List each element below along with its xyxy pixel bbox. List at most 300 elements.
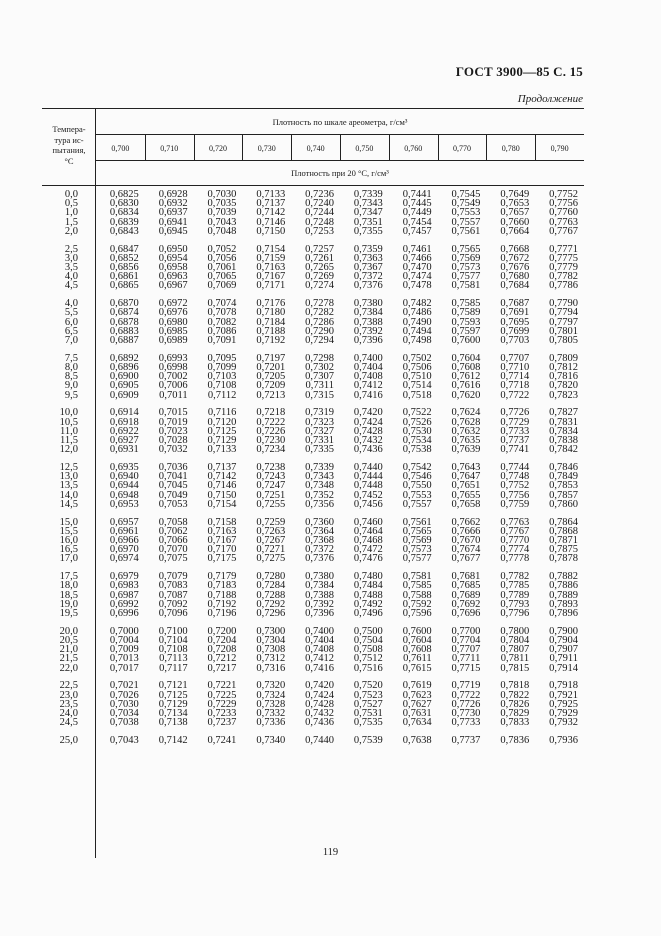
- density-value-cell: 0,7316: [256, 662, 286, 674]
- density-value-cell: 0,7785: [500, 580, 530, 592]
- density-value-cell: 0,7038: [109, 717, 139, 729]
- density-value-cell: 0,7436: [353, 444, 383, 456]
- density-value-cell: 0,7561: [402, 516, 432, 528]
- density-value-cell: 0,7565: [451, 243, 481, 255]
- density-value-cell: 0,7221: [207, 680, 237, 692]
- density-value-cell: 0,7448: [353, 480, 383, 492]
- density-value-cell: 0,7627: [402, 698, 432, 710]
- temperature-cell: 19,0: [59, 598, 78, 610]
- density-value-cell: 0,7516: [353, 662, 383, 674]
- density-value-cell: 0,7163: [207, 525, 237, 537]
- density-value-cell: 0,7786: [549, 280, 578, 292]
- density-value-cell: 0,7871: [549, 535, 578, 546]
- density-value-cell: 0,7163: [256, 262, 286, 273]
- density-value-cell: 0,7175: [207, 553, 237, 565]
- density-value-cell: 0,7763: [500, 516, 530, 528]
- density-value-cell: 0,7045: [158, 480, 188, 492]
- density-value-cell: 0,7689: [451, 589, 481, 601]
- density-value-cell: 0,7907: [549, 644, 578, 656]
- density-value-cell: 0,6953: [109, 498, 139, 510]
- density-value-cell: 0,7113: [159, 653, 188, 665]
- density-value-cell: 0,6979: [109, 571, 139, 583]
- density-value-cell: 0,7704: [451, 635, 481, 646]
- density-value-cell: 0,7259: [256, 516, 286, 528]
- density-value-cell: 0,7108: [158, 644, 188, 656]
- temperature-cell: 7,5: [64, 352, 78, 364]
- density-value-cell: 0,7460: [353, 516, 383, 528]
- density-value-cell: 0,7857: [549, 489, 578, 501]
- density-value-cell: 0,7372: [305, 544, 334, 556]
- density-value-cell: 0,7589: [451, 307, 481, 319]
- temp-column-header: [44, 124, 94, 166]
- density-value-cell: 0,7138: [158, 717, 188, 729]
- density-value-cell: 0,7179: [207, 571, 237, 583]
- density-value-cell: 0,7343: [305, 471, 334, 483]
- density-value-cell: 0,7726: [500, 407, 530, 419]
- density-value-cell: 0,7811: [500, 653, 530, 665]
- density-value-cell: 0,6935: [109, 462, 139, 473]
- density-value-cell: 0,7553: [451, 207, 481, 219]
- density-value-cell: 0,7074: [207, 298, 237, 310]
- density-value-cell: 0,7288: [256, 589, 286, 601]
- density-value-cell: 0,7129: [158, 698, 188, 710]
- density-value-cell: 0,7159: [256, 252, 286, 264]
- density-value-cell: 0,7324: [256, 689, 286, 701]
- density-value-cell: 0,6856: [109, 262, 139, 273]
- density-value-cell: 0,7796: [500, 608, 530, 619]
- page-number: 119: [322, 847, 339, 858]
- density-value-cell: 0,7376: [353, 280, 383, 292]
- density-value-cell: 0,6843: [109, 225, 139, 237]
- density-value-cell: 0,6834: [109, 207, 139, 219]
- density-value-cell: 0,6948: [109, 489, 139, 501]
- density-value-cell: 0,7380: [353, 298, 383, 310]
- density-value-cell: 0,6998: [158, 362, 188, 373]
- density-value-cell: 0,7062: [158, 525, 188, 537]
- density-value-cell: 0,7343: [353, 198, 383, 210]
- density-value-cell: 0,7243: [256, 471, 286, 483]
- density-value-cell: 0,7490: [402, 316, 432, 328]
- density-value-cell: 0,7053: [158, 498, 188, 510]
- density-value-cell: 0,7355: [353, 225, 383, 237]
- density-value-cell: 0,7019: [158, 416, 188, 428]
- density-value-cell: 0,7820: [549, 380, 578, 392]
- temperature-cell: 1,0: [64, 207, 78, 219]
- density-value-cell: 0,7585: [451, 298, 481, 310]
- density-value-cell: 0,7339: [305, 462, 334, 473]
- density-column-header: 0,700: [111, 144, 130, 153]
- density-value-cell: 0,7000: [109, 625, 139, 637]
- density-value-cell: 0,7049: [158, 489, 188, 501]
- density-value-cell: 0,7649: [500, 189, 530, 200]
- density-value-cell: 0,7009: [109, 644, 139, 656]
- density-value-cell: 0,7384: [305, 580, 334, 592]
- density-value-cell: 0,7534: [402, 435, 432, 446]
- density-value-cell: 0,7428: [305, 698, 334, 710]
- density-value-cell: 0,7719: [451, 680, 481, 692]
- density-value-cell: 0,7816: [549, 371, 578, 383]
- density-value-cell: 0,7619: [402, 680, 432, 692]
- temperature-cell: 12,0: [59, 444, 78, 456]
- density-value-cell: 0,7655: [451, 489, 481, 501]
- temperature-cell: 17,0: [59, 553, 78, 565]
- density-value-cell: 0,7868: [549, 525, 578, 537]
- density-value-cell: 0,6941: [158, 216, 188, 228]
- density-value-cell: 0,7171: [256, 280, 286, 292]
- density-value-cell: 0,7468: [353, 535, 383, 546]
- density-value-cell: 0,6967: [158, 280, 188, 292]
- density-value-cell: 0,7539: [353, 735, 383, 746]
- density-value-cell: 0,7104: [158, 635, 188, 646]
- density-value-cell: 0,7304: [256, 635, 286, 646]
- temperature-cell: 9,0: [64, 380, 78, 392]
- density-value-cell: 0,7129: [207, 435, 237, 446]
- temperature-cell: 23,5: [59, 698, 78, 710]
- table-header-bottom-rule: [42, 185, 584, 186]
- density-value-cell: 0,6839: [109, 216, 139, 228]
- temperature-cell: 20,5: [59, 635, 78, 646]
- density-value-cell: 0,7737: [500, 435, 530, 446]
- density-value-cell: 0,7557: [451, 216, 481, 228]
- density-value-cell: 0,6980: [158, 316, 188, 328]
- density-value-cell: 0,7280: [256, 571, 286, 583]
- density-value-cell: 0,7504: [353, 635, 383, 646]
- density-value-cell: 0,7359: [353, 243, 383, 255]
- density-value-cell: 0,7577: [402, 553, 432, 565]
- table-top-rule: [42, 108, 584, 109]
- density-value-cell: 0,6992: [109, 598, 139, 610]
- density-value-cell: 0,7597: [451, 325, 481, 337]
- density-value-cell: 0,7611: [403, 653, 432, 665]
- density-value-cell: 0,6865: [109, 280, 139, 292]
- density-value-cell: 0,7600: [402, 625, 432, 637]
- density-value-cell: 0,7117: [159, 662, 188, 674]
- density-value-cell: 0,7158: [207, 516, 237, 528]
- temperature-cell: 19,5: [59, 608, 78, 619]
- density-value-cell: 0,7502: [402, 352, 432, 364]
- density-value-cell: 0,7226: [256, 425, 286, 437]
- density-value-cell: 0,6974: [109, 553, 139, 565]
- density-value-cell: 0,6987: [109, 589, 139, 601]
- density-value-cell: 0,6914: [109, 407, 139, 419]
- density-value-cell: 0,7707: [451, 644, 481, 656]
- density-value-cell: 0,7557: [402, 498, 432, 510]
- density-value-cell: 0,7886: [549, 580, 578, 592]
- temp-header-line-3: пытания,: [52, 145, 86, 155]
- density-value-cell: 0,7315: [305, 389, 334, 401]
- temperature-cell: 5,5: [64, 307, 78, 319]
- temperature-cell: 11,0: [60, 425, 78, 437]
- density-value-cell: 0,7527: [353, 698, 383, 710]
- density-value-cell: 0,7700: [451, 625, 481, 637]
- density-value-cell: 0,7634: [402, 717, 432, 729]
- density-value-cell: 0,7236: [305, 189, 334, 200]
- density-value-cell: 0,7125: [207, 425, 237, 437]
- density-value-cell: 0,7674: [451, 544, 481, 556]
- density-value-cell: 0,7508: [353, 644, 383, 656]
- density-value-cell: 0,7275: [256, 553, 286, 565]
- density-value-cell: 0,7065: [207, 271, 237, 283]
- density-value-cell: 0,7827: [549, 407, 578, 419]
- density-value-cell: 0,6927: [109, 435, 139, 446]
- density-value-cell: 0,7404: [305, 635, 334, 646]
- density-value-cell: 0,7741: [500, 444, 530, 456]
- density-value-cell: 0,7125: [158, 689, 188, 701]
- density-value-cell: 0,7294: [305, 335, 334, 346]
- density-value-cell: 0,7075: [158, 553, 188, 565]
- density-value-cell: 0,7695: [500, 316, 530, 328]
- density-value-cell: 0,6961: [109, 525, 139, 537]
- density-value-cell: 0,7687: [500, 298, 530, 310]
- density-value-cell: 0,7308: [256, 644, 286, 656]
- density-value-cell: 0,7815: [500, 662, 530, 674]
- page-header-title: ГОСТ 3900—85 С. 15: [455, 64, 583, 79]
- temperature-cell: 12,5: [59, 462, 78, 473]
- density-value-cell: 0,7312: [256, 653, 286, 665]
- density-value-cell: 0,7482: [402, 298, 432, 310]
- density-value-cell: 0,7218: [256, 407, 286, 419]
- temperature-cell: 9,5: [64, 389, 78, 401]
- density-value-cell: 0,7167: [207, 535, 237, 546]
- density-value-cell: 0,7030: [109, 698, 139, 710]
- density-value-cell: 0,6958: [158, 262, 188, 273]
- density-value-cell: 0,7015: [158, 407, 188, 419]
- density-value-cell: 0,7759: [500, 498, 530, 510]
- density-value-cell: 0,7396: [353, 335, 383, 346]
- density-value-cell: 0,7408: [353, 371, 383, 383]
- density-value-cell: 0,7290: [305, 325, 334, 337]
- density-value-cell: 0,7681: [451, 571, 481, 583]
- density-value-cell: 0,7624: [451, 407, 481, 419]
- density-value-cell: 0,7099: [207, 362, 237, 373]
- density-value-cell: 0,7452: [353, 489, 383, 501]
- density-value-cell: 0,7364: [305, 525, 334, 537]
- density-value-cell: 0,7900: [549, 625, 578, 637]
- temperature-cell: 13,5: [59, 480, 78, 492]
- density-value-cell: 0,7208: [207, 644, 237, 656]
- density-value-cell: 0,7456: [353, 498, 383, 510]
- density-value-cell: 0,7176: [256, 298, 286, 310]
- density-value-cell: 0,7048: [207, 225, 237, 237]
- continuation-label: Продолжение: [517, 93, 583, 105]
- density-value-cell: 0,7396: [305, 608, 334, 619]
- density-value-cell: 0,7889: [549, 589, 578, 601]
- density-column-header: 0,790: [550, 144, 569, 153]
- density-value-cell: 0,7500: [353, 625, 383, 637]
- density-value-cell: 0,7834: [549, 425, 578, 437]
- density-value-cell: 0,6892: [109, 352, 139, 364]
- density-value-cell: 0,7680: [500, 271, 530, 283]
- density-value-cell: 0,7565: [402, 525, 432, 537]
- density-value-cell: 0,7893: [549, 598, 578, 610]
- density-value-cell: 0,7192: [207, 598, 237, 610]
- density-value-cell: 0,7070: [158, 544, 188, 556]
- density-value-cell: 0,7628: [451, 416, 481, 428]
- density-value-cell: 0,7284: [256, 580, 286, 592]
- density-value-cell: 0,7154: [256, 243, 286, 255]
- density-value-cell: 0,7023: [158, 425, 188, 437]
- temperature-cell: 16,0: [59, 535, 78, 546]
- density-value-cell: 0,7823: [549, 389, 578, 401]
- density-value-cell: 0,7896: [549, 608, 578, 619]
- density-value-cell: 0,7217: [207, 662, 237, 674]
- density-value-cell: 0,6909: [109, 389, 139, 401]
- density-value-cell: 0,7522: [402, 407, 432, 419]
- density-value-cell: 0,7494: [402, 325, 432, 337]
- density-value-cell: 0,7853: [549, 480, 578, 492]
- temperature-cell: 24,0: [59, 708, 78, 719]
- density-value-cell: 0,7492: [353, 598, 383, 610]
- temperature-cell: 24,5: [59, 717, 78, 729]
- density-value-cell: 0,7546: [402, 471, 432, 483]
- density-value-cell: 0,7789: [500, 589, 530, 601]
- density-value-cell: 0,7722: [451, 689, 481, 701]
- density-value-cell: 0,7782: [549, 271, 578, 283]
- density-value-cell: 0,7860: [549, 498, 578, 510]
- density-value-cell: 0,7082: [207, 316, 237, 328]
- density-value-cell: 0,7400: [353, 352, 383, 364]
- density-value-cell: 0,7756: [549, 198, 578, 210]
- density-value-cell: 0,7192: [256, 335, 286, 346]
- temp-header-line-4: °C: [64, 155, 74, 166]
- density-value-cell: 0,7639: [451, 444, 481, 456]
- density-value-cell: 0,7514: [402, 380, 432, 392]
- density-value-cell: 0,7298: [305, 352, 334, 364]
- density-value-cell: 0,7550: [402, 480, 432, 492]
- density-value-cell: 0,7092: [158, 598, 188, 610]
- density-value-cell: 0,7711: [451, 653, 481, 665]
- temperature-cell: 25,0: [59, 735, 78, 746]
- density-value-cell: 0,7167: [256, 271, 286, 283]
- density-value-cell: 0,7432: [305, 708, 334, 719]
- density-value-cell: 0,7096: [158, 608, 188, 619]
- density-column-header: 0,740: [306, 144, 325, 153]
- density-value-cell: 0,7412: [353, 380, 383, 392]
- density-value-cell: 0,7170: [207, 544, 237, 556]
- density-value-cell: 0,7553: [402, 489, 432, 501]
- density-value-cell: 0,7457: [402, 225, 432, 237]
- density-value-cell: 0,6996: [109, 608, 139, 619]
- temperature-cell: 21,5: [59, 653, 78, 665]
- density-value-cell: 0,7339: [353, 189, 383, 200]
- density-value-cell: 0,7311: [305, 380, 334, 392]
- density-value-cell: 0,7188: [256, 325, 286, 337]
- density-column-header: 0,780: [501, 144, 520, 153]
- density-value-cell: 0,6870: [109, 298, 139, 310]
- density-value-cell: 0,7585: [402, 580, 432, 592]
- density-column-header: 0,710: [160, 144, 179, 153]
- density-value-cell: 0,7535: [353, 717, 383, 729]
- density-value-cell: 0,7676: [500, 262, 530, 273]
- temperature-cell: 20,0: [59, 625, 78, 637]
- density-value-cell: 0,7445: [402, 198, 432, 210]
- density-value-cell: 0,7480: [353, 571, 383, 583]
- density-value-cell: 0,7638: [402, 735, 432, 746]
- density-value-cell: 0,6887: [109, 335, 139, 346]
- density-value-cell: 0,7196: [207, 608, 237, 619]
- density-value-cell: 0,6825: [109, 189, 139, 200]
- temperature-cell: 10,5: [59, 416, 78, 428]
- density-value-cell: 0,7733: [500, 425, 530, 437]
- temp-header-line-1: Темпера-: [52, 124, 86, 134]
- density-value-cell: 0,7030: [207, 189, 237, 200]
- density-value-cell: 0,6940: [109, 471, 139, 483]
- density-value-cell: 0,7204: [207, 635, 237, 646]
- density-value-cell: 0,7472: [353, 544, 383, 556]
- density-value-cell: 0,7269: [305, 271, 334, 283]
- density-value-cell: 0,7632: [451, 425, 481, 437]
- density-value-cell: 0,7677: [451, 553, 481, 565]
- density-value-cell: 0,7041: [158, 471, 188, 483]
- density-value-cell: 0,7651: [451, 480, 481, 492]
- density-value-cell: 0,7726: [451, 698, 481, 710]
- density-value-cell: 0,7846: [549, 462, 578, 473]
- density-value-cell: 0,7142: [207, 471, 237, 483]
- density-value-cell: 0,7241: [207, 735, 237, 746]
- density-value-cell: 0,7335: [305, 444, 334, 456]
- density-value-cell: 0,6861: [109, 271, 139, 283]
- temperature-cell: 8,0: [64, 362, 78, 373]
- density-value-cell: 0,6966: [109, 535, 139, 546]
- density-value-cell: 0,7002: [158, 371, 188, 383]
- density-value-cell: 0,7120: [207, 416, 237, 428]
- density-value-cell: 0,7372: [353, 271, 383, 283]
- density-value-cell: 0,7367: [353, 262, 383, 273]
- density-value-cell: 0,7237: [207, 717, 237, 729]
- density-value-cell: 0,7800: [500, 625, 530, 637]
- temperature-cell: 17,5: [59, 571, 78, 583]
- density-value-cell: 0,7146: [256, 216, 286, 228]
- density-value-cell: 0,7384: [353, 307, 383, 319]
- density-value-cell: 0,7436: [305, 717, 334, 729]
- density-value-cell: 0,7623: [402, 689, 432, 701]
- density-value-cell: 0,7356: [305, 498, 334, 510]
- density-value-cell: 0,7718: [500, 380, 530, 392]
- density-value-cell: 0,7478: [402, 280, 432, 292]
- temperature-cell: 8,5: [64, 371, 78, 383]
- density-columns-rule: [95, 160, 584, 161]
- density-value-cell: 0,7440: [353, 462, 383, 473]
- density-value-cell: 0,7286: [305, 316, 334, 328]
- density-value-cell: 0,7282: [305, 307, 334, 319]
- density-value-cell: 0,7593: [451, 316, 481, 328]
- temperature-cell: 3,5: [64, 262, 78, 273]
- density-value-cell: 0,7864: [549, 516, 578, 528]
- density-value-cell: 0,7670: [451, 535, 481, 546]
- density-value-cell: 0,6896: [109, 362, 139, 373]
- density-value-cell: 0,7150: [207, 489, 237, 501]
- density-value-cell: 0,7805: [549, 335, 578, 346]
- density-value-cell: 0,7240: [305, 198, 334, 210]
- temperature-cell: 4,0: [64, 271, 78, 283]
- temperature-cell: 0,5: [64, 198, 78, 210]
- density-value-cell: 0,7914: [549, 662, 578, 674]
- density-value-cell: 0,7829: [500, 708, 530, 719]
- density-value-cell: 0,6878: [109, 316, 139, 328]
- density-value-cell: 0,7087: [158, 589, 188, 601]
- density-value-cell: 0,7348: [305, 480, 334, 492]
- density-value-cell: 0,7771: [549, 243, 578, 255]
- density-value-cell: 0,6972: [158, 298, 188, 310]
- density-value-cell: 0,7034: [109, 708, 139, 719]
- density-column-header: 0,730: [257, 144, 276, 153]
- density-value-cell: 0,7692: [451, 598, 481, 610]
- density-value-cell: 0,7767: [500, 525, 530, 537]
- density-value-cell: 0,7408: [305, 644, 334, 656]
- density-value-cell: 0,7004: [109, 635, 139, 646]
- density-value-cell: 0,7604: [451, 352, 481, 364]
- density-column-header: 0,760: [404, 144, 423, 153]
